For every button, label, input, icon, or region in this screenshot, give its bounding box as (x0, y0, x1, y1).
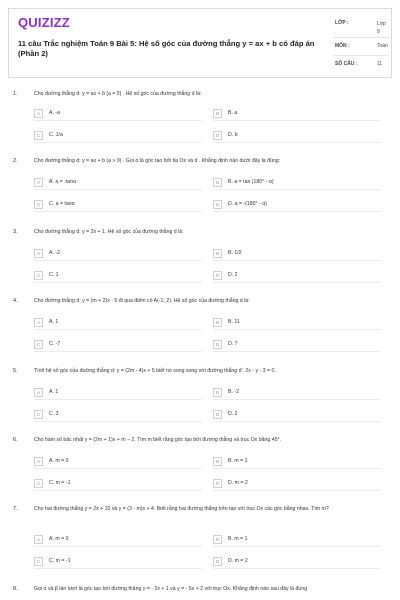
question-text: Gọi α và β lần lượt là góc tạo bởi đường thẳng y = - 2x + 1 và y = - 5x + 2 với trục Ox. Khẳng định nào sau đây là đúng (34, 586, 308, 592)
option-letter-box: C (34, 479, 43, 488)
meta-value: 11 (377, 61, 383, 67)
option-letter-box: A (34, 178, 43, 187)
question-text: Tính hệ số góc của đường thẳng d: y = (2m - 4)x + 5 biết nó song song với đường thẳng d': 2x - y - 3 = 0. (34, 368, 276, 374)
option-a[interactable] (34, 109, 202, 121)
option-letter-box: B (213, 109, 222, 118)
meta-row-subject (333, 38, 389, 56)
option-d[interactable] (213, 557, 381, 569)
meta-key: LỚP : (335, 20, 349, 26)
option-text: A. a = -tanα (49, 179, 77, 185)
option-c[interactable] (34, 271, 202, 283)
option-text: A. 1 (49, 319, 59, 325)
option-text: D. m = 2 (228, 558, 248, 564)
option-text: D. 7 (228, 341, 238, 347)
option-letter-box: A (34, 109, 43, 118)
option-b[interactable] (213, 457, 381, 469)
option-a[interactable] (34, 178, 202, 190)
option-text: D. a = -(180° - α) (228, 201, 267, 207)
option-c[interactable] (34, 479, 202, 491)
option-b[interactable] (213, 178, 381, 190)
option-letter-box: D (213, 131, 222, 140)
option-letter-box: A (34, 457, 43, 466)
option-text: A. m = 0 (49, 536, 69, 542)
option-text: C. 1 (49, 272, 59, 278)
option-letter-box: B (213, 457, 222, 466)
option-d[interactable] (213, 479, 381, 491)
option-letter-box: C (34, 340, 43, 349)
option-b[interactable] (213, 109, 381, 121)
option-letter-box: B (213, 318, 222, 327)
option-a[interactable] (34, 457, 202, 469)
meta-value: Lớp 9 (377, 21, 386, 35)
question-number: 1. (13, 91, 18, 97)
option-c[interactable] (34, 340, 202, 352)
option-text: B. 1/2 (228, 250, 242, 256)
question-number: 5. (13, 368, 18, 374)
question-text: Cho hai đường thẳng y = 2x + 10 và y = (3 - m)x + 4. Biết rằng hai đường thẳng trên tạo với trục Ox các góc bằng nhau. Tìm m? (34, 506, 329, 512)
option-b[interactable] (213, 318, 381, 330)
meta-key: SỐ CÂU : (335, 61, 358, 67)
option-text: D. b (228, 132, 238, 138)
option-letter-box: D (213, 271, 222, 280)
option-text: B. m = 1 (228, 458, 248, 464)
option-text: C. 1/a (49, 132, 63, 138)
option-a[interactable] (34, 318, 202, 330)
option-d[interactable] (213, 340, 381, 352)
option-letter-box: A (34, 249, 43, 258)
question-text: Cho hàm số bậc nhất y = (2m + 1)x + m − 2. Tìm m biết rằng góc tạo bởi đường thẳng và trục Ox bằng 45°. (34, 437, 281, 443)
option-d[interactable] (213, 200, 381, 212)
option-a[interactable] (34, 249, 202, 261)
question-text: Cho đường thẳng d: y = ax + b (a ≠ 0) . Hệ số góc của đường thẳng d là: (34, 91, 202, 97)
question-number: 8. (13, 586, 18, 592)
option-letter-box: B (213, 388, 222, 397)
option-text: B. -2 (228, 389, 239, 395)
option-text: A. -a (49, 110, 60, 116)
question-number: 7. (13, 506, 18, 512)
option-a[interactable] (34, 388, 202, 400)
question-number: 3. (13, 229, 18, 235)
question-number: 4. (13, 298, 18, 304)
option-text: D. 2 (228, 411, 238, 417)
option-letter-box: C (34, 271, 43, 280)
option-letter-box: D (213, 410, 222, 419)
option-letter-box: C (34, 200, 43, 209)
option-text: A. -2 (49, 250, 60, 256)
option-text: B. 11 (228, 319, 240, 325)
quizizz-logo[interactable]: QUIZIZZ (18, 15, 70, 30)
option-text: A. m = 0 (49, 458, 69, 464)
option-text: B. m = 1 (228, 536, 248, 542)
question-text: Cho đường thẳng d: y = ax + b (a > 0) . Gọi α là góc tạo bởi tia Ox và d . Khẳng định nào dưới đây là đúng: (34, 158, 281, 164)
meta-row-class (333, 15, 389, 38)
option-d[interactable] (213, 271, 381, 283)
question-text: Cho đường thẳng d: y = (m + 2)x - 5 đi qua điểm có A(-1; 2). Hệ số góc của đường thẳng d là: (34, 298, 250, 304)
option-text: C. -7 (49, 341, 61, 347)
quiz-title: 11 câu Trắc nghiệm Toán 9 Bài 5: Hệ số góc của đường thẳng y = ax + b có đáp án (Phần 2) (18, 39, 315, 58)
option-a[interactable] (34, 535, 202, 547)
meta-value: Toán (377, 43, 388, 49)
option-c[interactable] (34, 200, 202, 212)
option-letter-box: D (213, 340, 222, 349)
option-letter-box: D (213, 200, 222, 209)
option-b[interactable] (213, 535, 381, 547)
option-letter-box: A (34, 388, 43, 397)
option-c[interactable] (34, 410, 202, 422)
option-b[interactable] (213, 388, 381, 400)
option-letter-box: C (34, 131, 43, 140)
option-letter-box: A (34, 535, 43, 544)
option-letter-box: D (213, 557, 222, 566)
meta-key: MÔN : (335, 43, 350, 49)
option-letter-box: C (34, 410, 43, 419)
option-letter-box: D (213, 479, 222, 488)
option-text: C. m = -1 (49, 480, 71, 486)
option-text: C. 3 (49, 411, 59, 417)
option-d[interactable] (213, 131, 381, 143)
meta-row-count (333, 56, 389, 71)
option-text: C. a = tanα (49, 201, 75, 207)
quiz-meta (333, 15, 389, 71)
option-text: A. 1 (49, 389, 59, 395)
option-c[interactable] (34, 557, 202, 569)
question-number: 6. (13, 437, 18, 443)
option-letter-box: B (213, 535, 222, 544)
option-text: B. a (228, 110, 238, 116)
quiz-header (8, 8, 392, 78)
option-letter-box: B (213, 178, 222, 187)
option-b[interactable] (213, 249, 381, 261)
option-text: C. m = -1 (49, 558, 71, 564)
option-letter-box: A (34, 318, 43, 327)
question-number: 2. (13, 158, 18, 164)
option-letter-box: C (34, 557, 43, 566)
option-letter-box: B (213, 249, 222, 258)
option-text: D. 2 (228, 272, 238, 278)
option-text: B. a = tan (180° - α) (228, 179, 274, 185)
question-text: Cho đường thẳng d: y = 2x + 1. Hệ số góc của đường thẳng d là: (34, 229, 184, 235)
option-text: D. m = 2 (228, 480, 248, 486)
option-d[interactable] (213, 410, 381, 422)
option-c[interactable] (34, 131, 202, 143)
